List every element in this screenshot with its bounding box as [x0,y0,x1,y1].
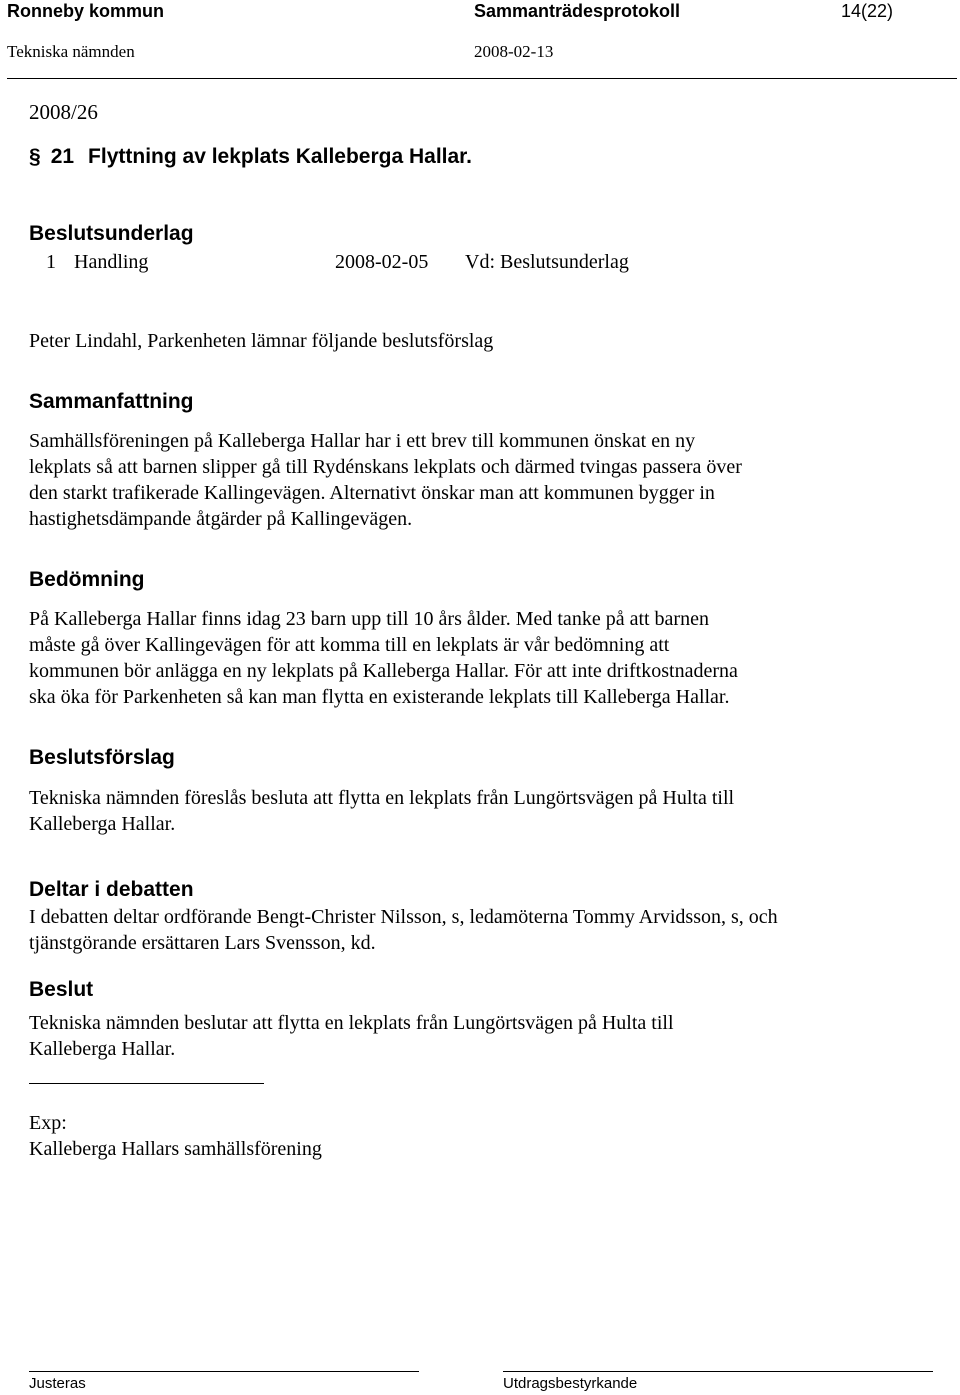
deltar-body [29,904,949,956]
sammanfattning-body [29,428,949,532]
text-line: Tekniska nämnden beslutar att flytta en lekplats från Lungörtsvägen på Hulta till [29,1012,674,1034]
document-title: Sammanträdesprotokoll [474,1,681,21]
text-line: ska öka för Parkenheten så kan man flytta en existerande lekplats till Kalleberga Hallar. [29,686,730,708]
expedition [29,1110,949,1162]
expedition-label: Exp: [29,1112,67,1134]
document-label: Vd: Beslutsunderlag [465,251,629,273]
section-number: 21 [50,145,75,168]
text-line: I debatten deltar ordförande Bengt-Christer Nilsson, s, ledamöterna Tommy Arvidsson, s, och [29,906,778,928]
beslutsunderlag-row [29,249,949,275]
text-line: Kalleberga Hallar. [29,1038,176,1060]
utdragsbestyrkande-line [503,1371,933,1372]
text-line: Tekniska nämnden föreslås besluta att flytta en lekplats från Lungörtsvägen på Hulta till [29,787,735,809]
text-line: kommunen bör anlägga en ny lekplats på Kalleberga Hallar. För att inte driftkostnaderna [29,660,738,682]
beslut-body [29,1010,949,1062]
text-line: lekplats så att barnen slipper gå till Rydénskans lekplats och därmed tvingas passera över [29,456,742,478]
text-line: Samhällsföreningen på Kalleberga Hallar har i ett brev till kommunen önskat en ny [29,430,696,452]
paragraph-sign: § [29,145,41,168]
text-line: den starkt trafikerade Kallingevägen. Alternativt önskar man att kommunen bygger in [29,482,715,504]
text-line: tjänstgörande ersättaren Lars Svensson, kd. [29,932,376,954]
signature-divider [29,1083,264,1084]
beslutsunderlag-heading: Beslutsunderlag [29,222,194,245]
case-reference: 2008/26 [29,100,98,124]
document-date: 2008-02-05 [335,251,429,273]
text-line: måste gå över Kallingevägen för att komma till en lekplats är vår bedömning att [29,634,670,656]
bedomning-heading: Bedömning [29,568,145,591]
beslutsforslag-body [29,785,949,837]
justeras-label: Justeras [29,1375,86,1392]
section-title-text: Flyttning av lekplats Kalleberga Hallar. [88,145,473,168]
beslutsforslag-heading: Beslutsförslag [29,746,175,769]
utdragsbestyrkande-label: Utdragsbestyrkande [503,1375,638,1392]
organization-name: Ronneby kommun [7,1,165,21]
text-line: Kalleberga Hallar. [29,813,176,835]
justeras-line [29,1371,419,1372]
text-line: hastighetsdämpande åtgärder på Kallingevägen. [29,508,413,530]
deltar-heading: Deltar i debatten [29,878,194,901]
expedition-recipient: Kalleberga Hallars samhällsförening [29,1138,322,1160]
beslut-heading: Beslut [29,978,94,1001]
bedomning-body [29,606,949,710]
section-title [29,145,472,169]
document-type: Handling [74,251,149,273]
page-number: 14(22) [841,1,894,21]
board-name: Tekniska nämnden [7,42,135,61]
meeting-date: 2008-02-13 [474,42,554,61]
text-line: På Kalleberga Hallar finns idag 23 barn upp till 10 års ålder. Med tanke på att barnen [29,608,709,630]
document-number: 1 [46,251,56,273]
header-divider [7,78,957,79]
sammanfattning-heading: Sammanfattning [29,390,194,413]
intro-text: Peter Lindahl, Parkenheten lämnar följande beslutsförslag [29,330,494,352]
